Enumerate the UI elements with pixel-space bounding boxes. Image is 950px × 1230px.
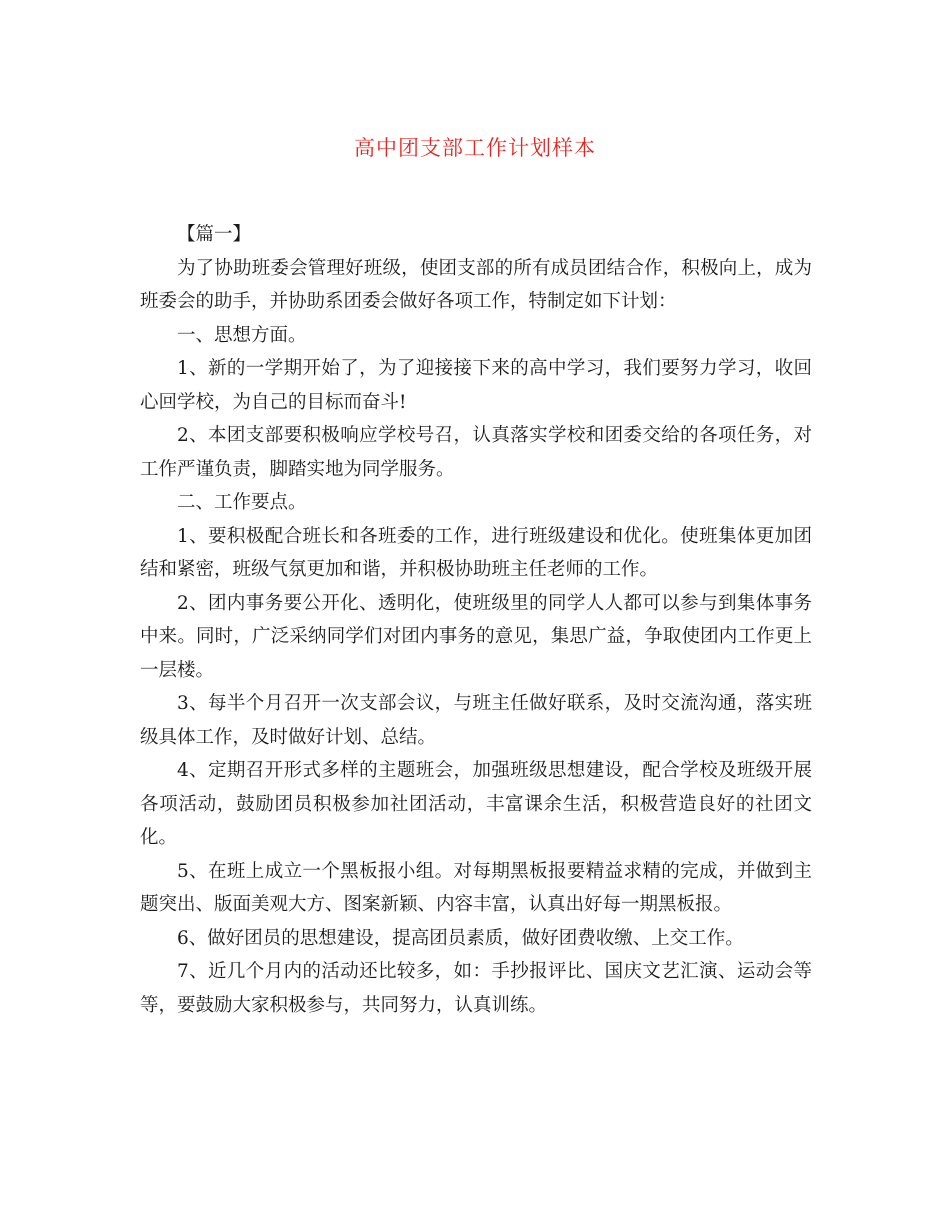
work-item-5: 5、在班上成立一个黑板报小组。对每期黑板报要精益求精的完成，并做到主题突出、版面美观大方、图案新颖、内容丰富，认真出好每一期黑板报。 — [140, 860, 812, 915]
intro-paragraph: 为了协助班委会管理好班级，使团支部的所有成员团结合作，积极向上，成为班委会的助手，并协助系团委会做好各项工作，特制定如下计划： — [140, 257, 812, 312]
section-heading-part-one: 【篇一】 — [177, 224, 252, 245]
document-title: 高中团支部工作计划样本 — [354, 136, 596, 160]
thinking-item-2: 2、本团支部要积极响应学校号召，认真落实学校和团委交给的各项任务，对工作严谨负责，脚踏实地为同学服务。 — [140, 425, 812, 480]
work-item-6: 6、做好团员的思想建设，提高团员素质，做好团费收缴、上交工作。 — [177, 927, 744, 949]
section-heading-work-points: 二、工作要点。 — [177, 492, 307, 513]
thinking-item-1: 1、新的一学期开始了，为了迎接接下来的高中学习，我们要努力学习，收回心回学校，为自己的目标而奋斗! — [140, 358, 812, 413]
section-heading-thinking: 一、思想方面。 — [177, 324, 307, 346]
work-item-7: 7、近几个月内的活动还比较多，如：手抄报评比、国庆文艺汇演、运动会等等，要鼓励大家积极参与，共同努力，认真训练。 — [140, 961, 812, 1016]
work-item-3: 3、每半个月召开一次支部会议，与班主任做好联系，及时交流沟通，落实班级具体工作，及时做好计划、总结。 — [140, 693, 812, 748]
work-item-2: 2、团内事务要公开化、透明化，使班级里的同学人人都可以参与到集体事务中来。同时，广泛采纳同学们对团内事务的意见，集思广益，争取使团内工作更上一层楼。 — [140, 592, 812, 681]
work-item-1: 1、要积极配合班长和各班委的工作，进行班级建设和优化。使班集体更加团结和紧密，班级气氛更加和谐，并积极协助班主任老师的工作。 — [140, 525, 812, 580]
document-body — [140, 218, 812, 1022]
work-item-4: 4、定期召开形式多样的主题班会，加强班级思想建设，配合学校及班级开展各项活动，鼓励团员积极参加社团活动，丰富课余生活，积极营造良好的社团文化。 — [140, 760, 812, 848]
